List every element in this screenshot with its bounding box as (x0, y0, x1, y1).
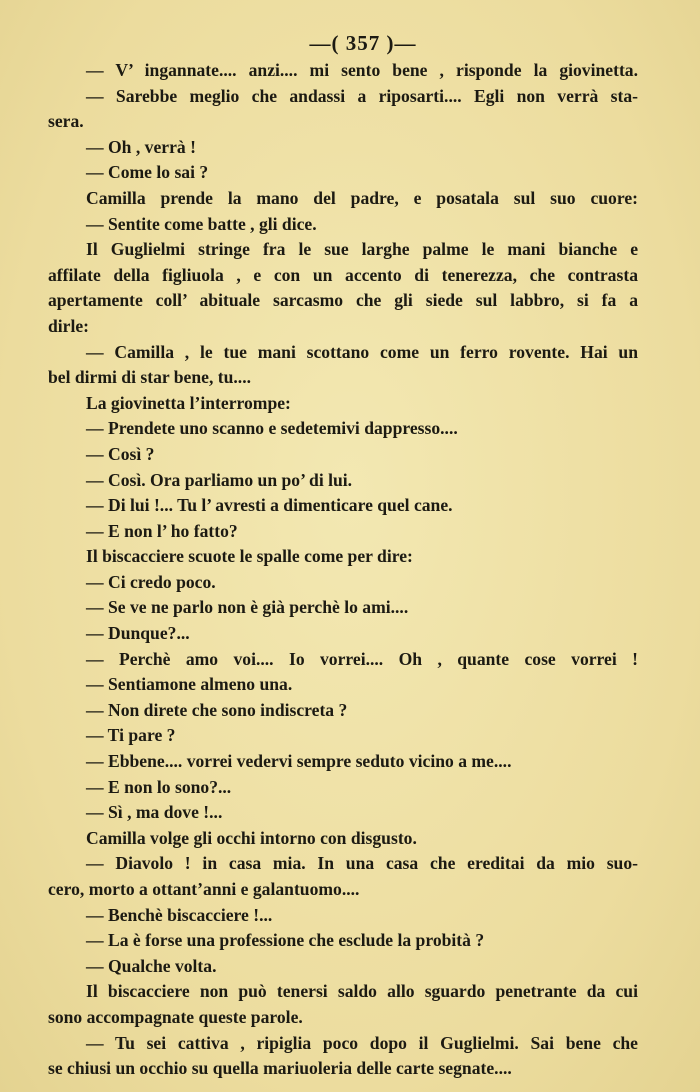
text-line: La giovinetta l’interrompe: (86, 392, 291, 413)
text-line: — Qualche volta. (86, 955, 217, 976)
text-line: cero, morto a ottant’anni e galantuomo.... (48, 879, 360, 899)
text-line: sera. (48, 111, 84, 132)
text-line: — Ci credo poco. (86, 571, 216, 592)
book-page (48, 28, 638, 1088)
text-line: — Così. Ora parliamo un po’ di lui. (86, 469, 353, 490)
text-line: — Come lo sai ? (86, 162, 209, 183)
text-line: — Non direte che sono indiscreta ? (86, 699, 348, 720)
text-line: affilate della figliuola , e con un accento di tenerezza, che contrasta (48, 264, 638, 285)
text-line: — Camilla , le tue mani scottano come un ferro rovente. Hai un (86, 341, 638, 362)
text-line: se chiusi un occhio su quella mariuoleria delle carte segnate.... (48, 1058, 512, 1079)
text-line: — Sarebbe meglio che andassi a riposarti.... Egli non verrà sta- (86, 85, 638, 106)
text-line: apertamente coll’ abituale sarcasmo che gli siede sul labbro, si fa a (48, 290, 638, 311)
text-line: — Di lui !... Tu l’ avresti a dimenticare quel cane. (86, 495, 453, 516)
text-line: dirle: (48, 315, 90, 336)
text-line: Il biscacciere scuote le spalle come per dire: (86, 546, 413, 567)
text-line: Camilla prende la mano del padre, e posatala sul suo cuore: (86, 187, 638, 208)
page-number: —( 357 )— (309, 31, 417, 55)
text-line: — Ebbene.... vorrei vedervi sempre seduto vicino a me.... (86, 751, 512, 772)
text-line: Il biscacciere non può tenersi saldo allo sguardo penetrante da cui (86, 981, 638, 1002)
text-line: bel dirmi di star bene, tu.... (48, 367, 251, 388)
page-text (48, 58, 638, 1082)
text-line: — Se ve ne parlo non è già perchè lo ami.... (86, 597, 409, 618)
text-line: — Tu sei cattiva , ripiglia poco dopo il Guglielmi. Sai bene che (86, 1032, 638, 1053)
text-line: — Sentite come batte , gli dice. (86, 213, 317, 234)
text-line: — Oh , verrà ! (86, 136, 196, 157)
text-line: — Prendete uno scanno e sedetemivi dappresso.... (86, 418, 458, 439)
text-line: sono accompagnate queste parole. (48, 1006, 303, 1027)
text-line: — Così ? (86, 443, 155, 464)
text-line: — V’ ingannate.... anzi.... mi sento bene , risponde la giovinetta. (86, 60, 638, 80)
text-line: — Ti pare ? (86, 725, 176, 746)
text-line: — E non l’ ho fatto? (86, 520, 238, 541)
text-line: — La è forse una professione che esclude la probità ? (86, 930, 485, 951)
text-line: — Benchè biscacciere !... (86, 904, 273, 925)
text-line: Camilla volge gli occhi intorno con disgusto. (86, 827, 417, 848)
text-line: — Dunque?... (86, 623, 190, 644)
text-line: — Sentiamone almeno una. (86, 674, 293, 695)
text-line: — Perchè amo voi.... Io vorrei.... Oh , quante cose vorrei ! (86, 648, 638, 669)
text-line: Il Guglielmi stringe fra le sue larghe palme le mani bianche e (86, 239, 638, 260)
text-line: — Diavolo ! in casa mia. In una casa che ereditai da mio suo- (86, 853, 638, 874)
text-line: — Sì , ma dove !... (86, 802, 223, 823)
text-line: — E non lo sono?... (86, 776, 232, 797)
